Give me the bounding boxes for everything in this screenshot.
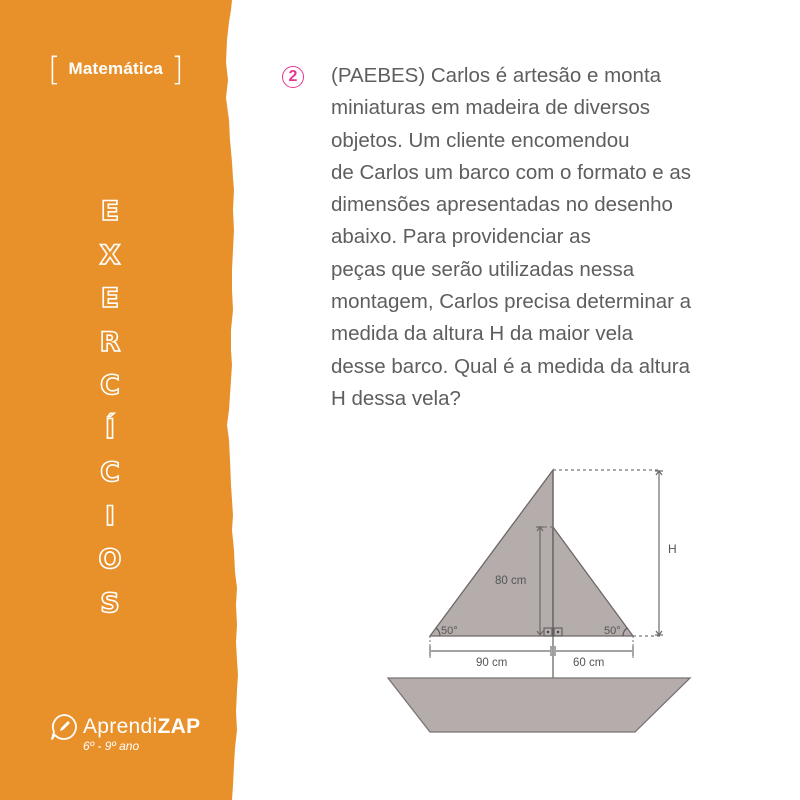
subject-label: Matemática bbox=[68, 59, 164, 78]
question-text bbox=[331, 60, 771, 415]
question-line: desse barco. Qual é a medida da altura bbox=[331, 354, 690, 378]
label-right-angle: 50° bbox=[604, 625, 621, 637]
question-line: H dessa vela? bbox=[331, 386, 461, 410]
question-line: objetos. Um cliente encomendou bbox=[331, 128, 630, 152]
question-line: peças que serão utilizadas nessa bbox=[331, 257, 635, 281]
title-letter: C bbox=[100, 370, 120, 401]
sidebar bbox=[0, 0, 240, 800]
question-line: medida da altura H da maior vela bbox=[331, 322, 633, 346]
brand-name bbox=[83, 715, 200, 739]
title-letter: R bbox=[99, 326, 121, 358]
boat-diagram-svg bbox=[380, 460, 710, 750]
bracket-open: [ bbox=[48, 50, 61, 88]
title-letter: O bbox=[98, 544, 122, 575]
question-line: abaixo. Para providenciar as bbox=[331, 225, 591, 249]
title-letter: I bbox=[104, 500, 116, 532]
question-line: dimensões apresentadas no desenho bbox=[331, 193, 673, 217]
brand-name-light: Aprendi bbox=[83, 715, 158, 738]
question-line: (PAEBES) Carlos é artesão e monta bbox=[331, 64, 662, 87]
title-letter: C bbox=[100, 457, 120, 488]
title-letter: X bbox=[99, 239, 121, 271]
small-sail bbox=[553, 527, 633, 636]
label-left-angle: 50° bbox=[441, 625, 458, 637]
grade-range: 6º - 9º ano bbox=[83, 739, 140, 753]
question-number-badge: 2 bbox=[282, 66, 304, 88]
label-60cm: 60 cm bbox=[573, 657, 605, 669]
vertical-title-exercicios bbox=[80, 190, 140, 625]
title-letter: Í bbox=[104, 413, 116, 445]
hull bbox=[388, 678, 690, 732]
title-letter: E bbox=[100, 196, 120, 227]
brand-name-bold: ZAP bbox=[157, 715, 201, 738]
question-line: montagem, Carlos precisa determinar a bbox=[331, 290, 692, 314]
title-letter: E bbox=[100, 283, 120, 314]
question-line: miniaturas em madeira de diversos bbox=[331, 96, 651, 120]
title-letter: S bbox=[100, 587, 120, 619]
pencil-speech-bubble-icon bbox=[50, 713, 78, 741]
bracket-close: ] bbox=[171, 50, 184, 88]
big-sail bbox=[430, 470, 553, 636]
label-80cm: 80 cm bbox=[495, 575, 527, 587]
brand-logo bbox=[50, 713, 200, 753]
label-H: H bbox=[668, 542, 677, 556]
boat-diagram bbox=[380, 460, 710, 750]
question-line: de Carlos um barco com o formato e as bbox=[331, 160, 692, 184]
label-90cm: 90 cm bbox=[476, 657, 508, 669]
subject-tag bbox=[48, 52, 184, 86]
